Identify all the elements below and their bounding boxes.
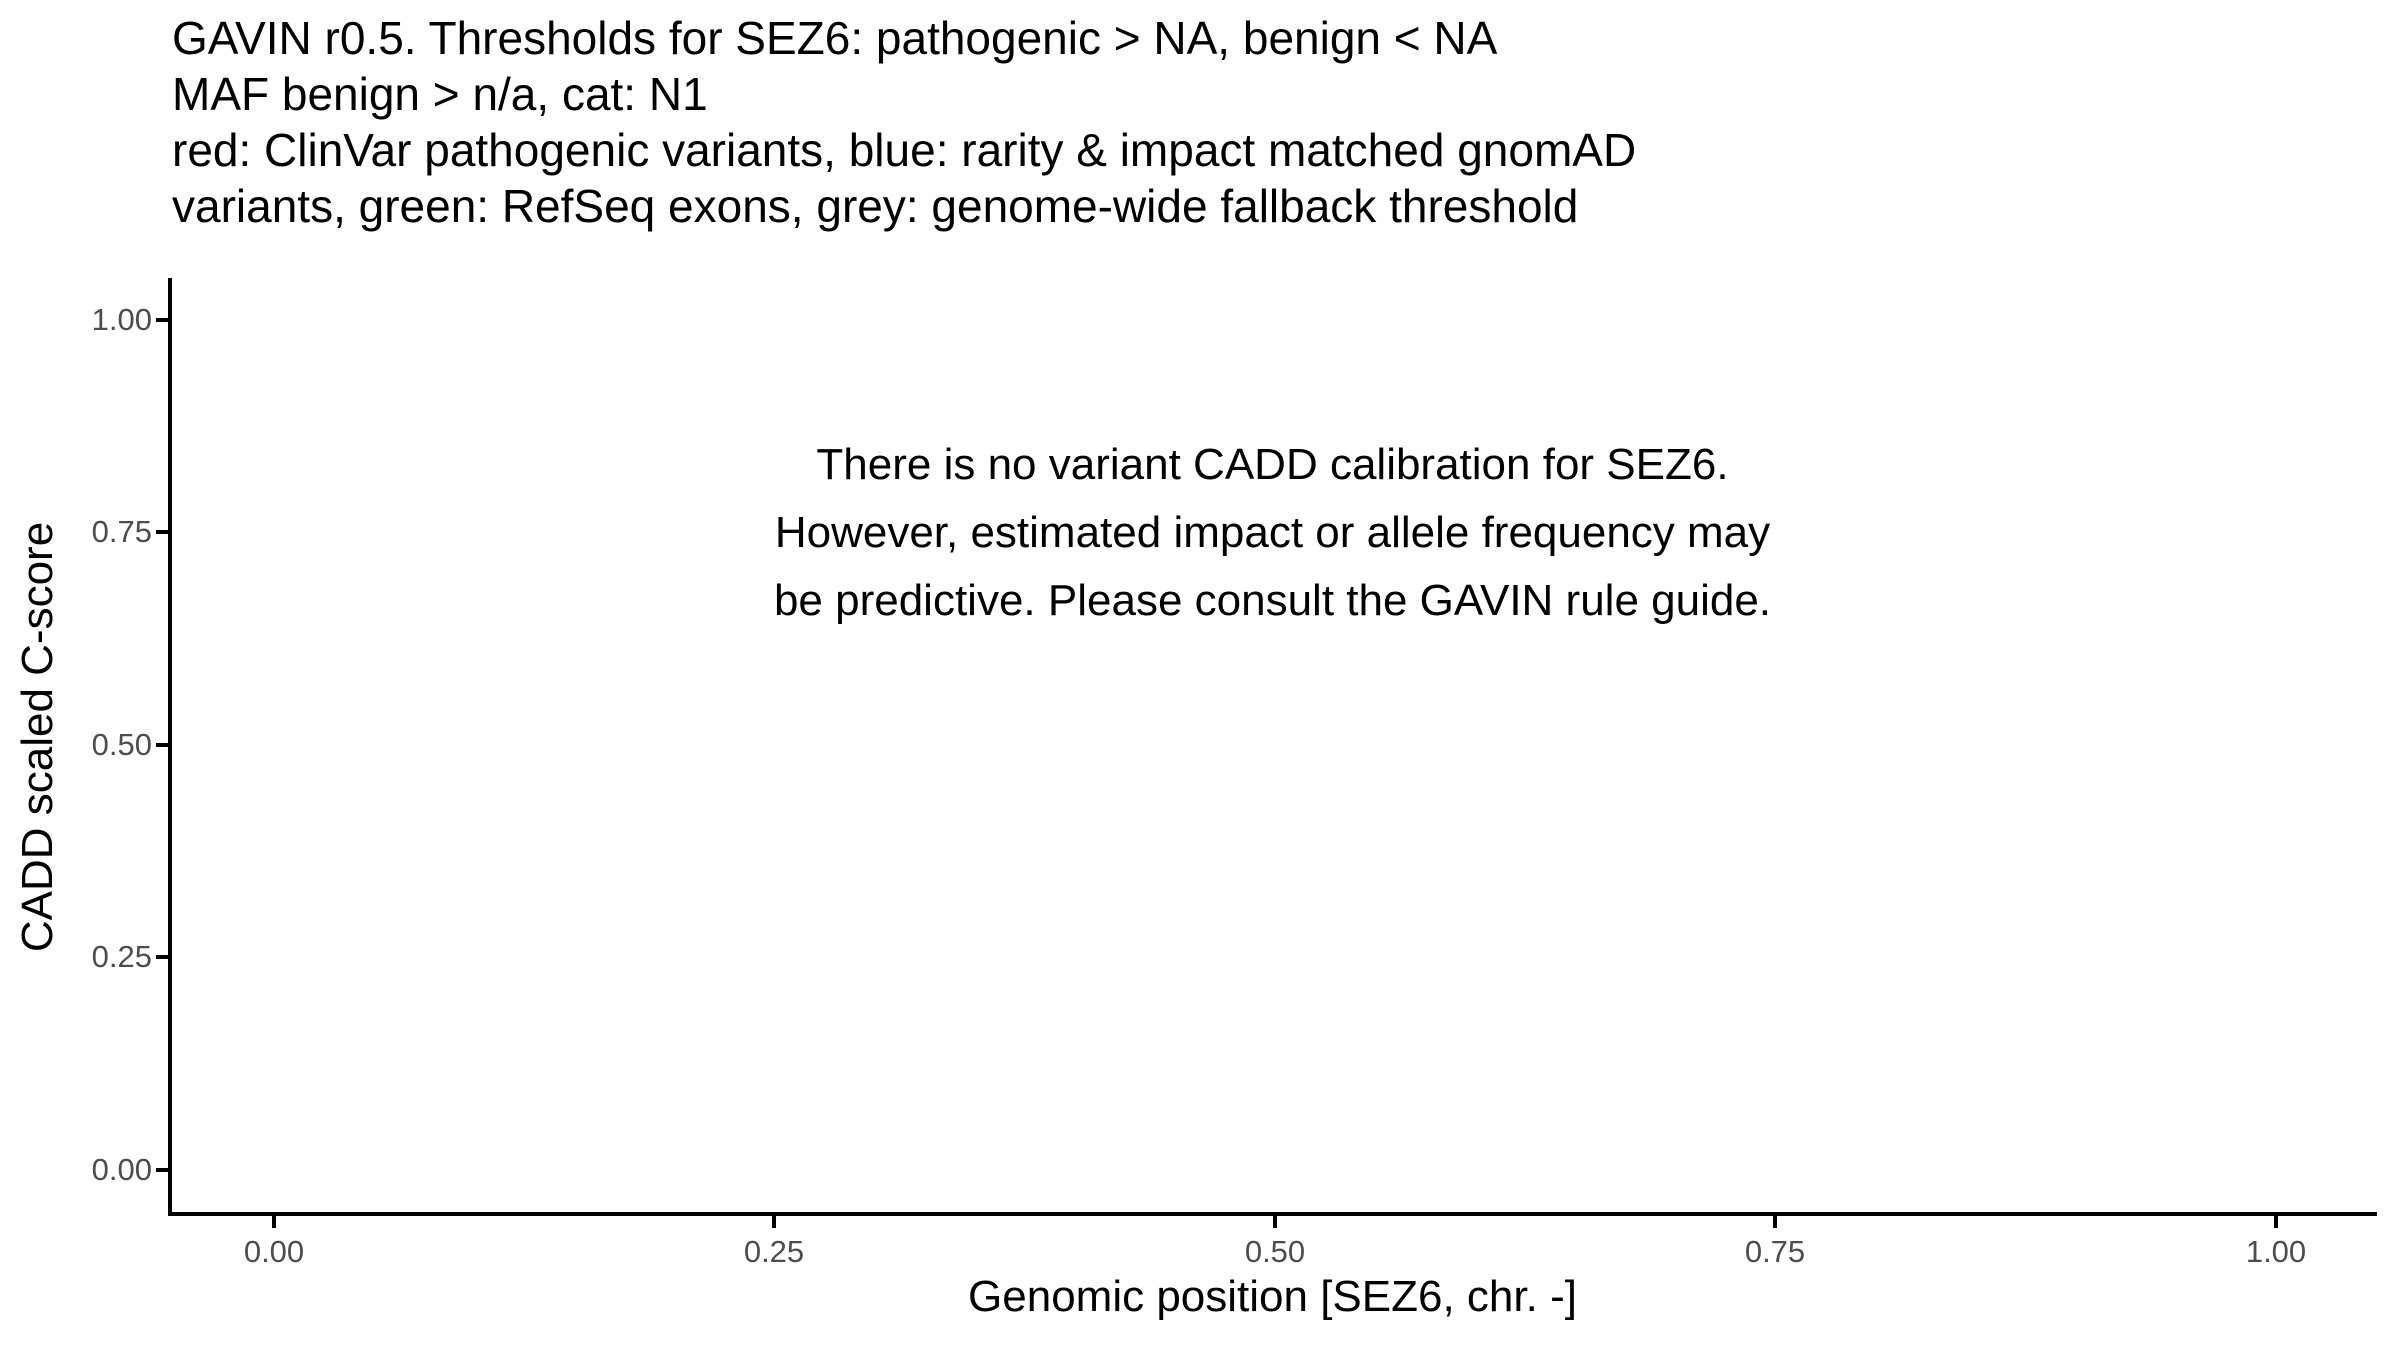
x-tick-mark-1.00: [2274, 1216, 2278, 1228]
plot-title: [172, 10, 1636, 234]
annotation-text: [168, 431, 2377, 635]
x-tick-label-0.25: 0.25: [743, 1234, 805, 1269]
y-tick-mark-0.25: [156, 955, 168, 959]
y-axis-line: [168, 278, 172, 1216]
plot-title-line-4: variants, green: RefSeq exons, grey: genome-wide fallback threshold: [172, 180, 1579, 232]
x-tick-label-1.00: 1.00: [2245, 1234, 2307, 1269]
y-tick-label-0.25: 0.25: [91, 939, 152, 974]
plot-title-line-2: MAF benign > n/a, cat: N1: [172, 68, 708, 120]
y-tick-label-1.00: 1.00: [91, 302, 152, 337]
y-tick-label-0.75: 0.75: [91, 514, 152, 549]
y-tick-mark-1.00: [156, 318, 168, 322]
x-tick-mark-0.25: [772, 1216, 776, 1228]
annotation-line-2: However, estimated impact or allele frequency may: [774, 508, 1771, 557]
x-tick-mark-0.00: [272, 1216, 276, 1228]
x-tick-label-0.00: 0.00: [243, 1234, 305, 1269]
annotation-line-1: There is no variant CADD calibration for SEZ6.: [816, 440, 1729, 489]
x-tick-label-0.50: 0.50: [1244, 1234, 1306, 1269]
y-tick-mark-0.50: [156, 743, 168, 747]
y-tick-mark-0.00: [156, 1168, 168, 1172]
x-axis-title: Genomic position [SEZ6, chr. -]: [968, 1272, 1577, 1321]
y-tick-label-0.00: 0.00: [91, 1152, 152, 1187]
y-tick-label-0.50: 0.50: [91, 727, 152, 762]
y-axis-title: CADD scaled C-score: [13, 521, 62, 953]
plot-panel: [172, 278, 2377, 1212]
y-tick-mark-0.75: [156, 530, 168, 534]
x-tick-label-0.75: 0.75: [1744, 1234, 1806, 1269]
plot-title-line-1: GAVIN r0.5. Thresholds for SEZ6: pathogenic > NA, benign < NA: [172, 12, 1498, 64]
plot-title-line-3: red: ClinVar pathogenic variants, blue: rarity & impact matched gnomAD: [172, 124, 1637, 176]
x-tick-mark-0.75: [1773, 1216, 1777, 1228]
x-tick-mark-0.50: [1273, 1216, 1277, 1228]
annotation-line-3: be predictive. Please consult the GAVIN rule guide.: [773, 576, 1772, 625]
